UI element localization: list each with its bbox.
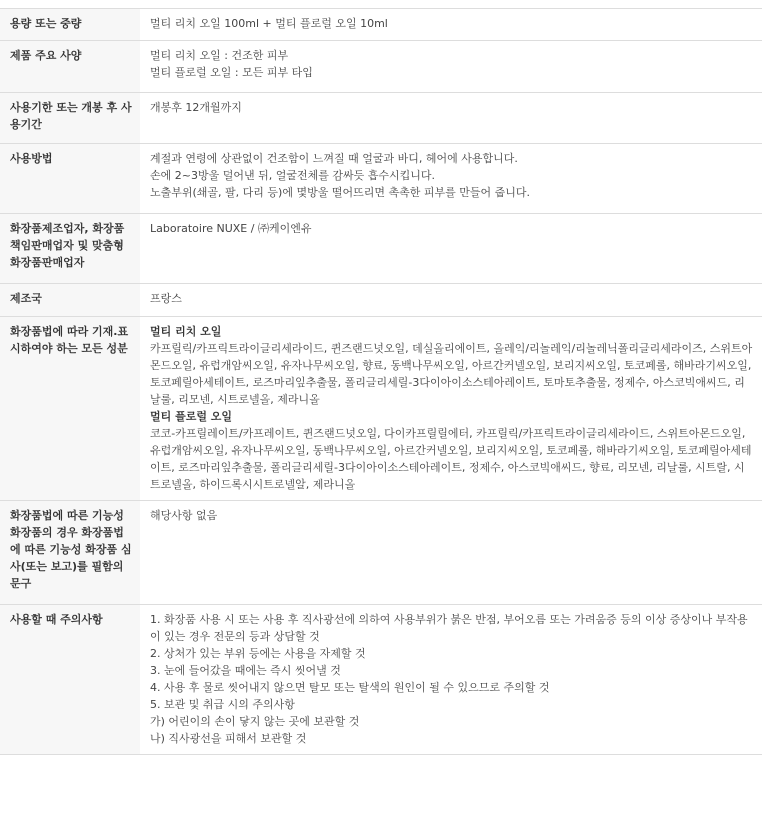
table-row [0,41,762,93]
row-value-volume [140,9,762,41]
ingredient-section-title: 멀티 플로럴 오일 [150,410,233,423]
row-label-cautions: 사용할 때 주의사항 [0,605,140,755]
table-row [0,605,762,755]
row-value-cautions [140,605,762,755]
row-label-spec: 제품 주요 사양 [0,41,140,93]
row-label-volume: 용량 또는 중량 [0,9,140,41]
row-value-functional [140,501,762,605]
table-row [0,284,762,317]
row-label-expiry: 사용기한 또는 개봉 후 사용기간 [0,93,140,144]
table-row [0,9,762,41]
row-label-country: 제조국 [0,284,140,317]
table-row [0,93,762,144]
row-value-manufacturer [140,214,762,284]
ingredient-list: 카프릴릭/카프릭트라이글리세라이드, 퀸즈랜드넛오일, 데실올리에이트, 올레익/리놀레익/리놀레닉폴리글리세라이즈, 스위트아몬드오일, 유럽개암씨오일, 유자나무씨오일, 향료, 동백나무씨오일, 아르간커넬오일, 보리지씨오일, 토코페롤, 해바라기씨오일, 토코페릴아세테이트, 로즈마리잎추출물, 폴리글리세릴-3다이아이소스테아레이트, 토마토추출물, 정제수, 아스코빅애씨드, 리날룰, 리모넨, 시트로넬올, 제라니올 [150,342,753,406]
value-line: 프랑스 [150,292,182,305]
value-line: 해당사항 없음 [150,509,218,522]
product-info-table [0,8,762,755]
caution-item: 1. 화장품 사용 시 또는 사용 후 직사광선에 의하여 사용부위가 붉은 반점, 부어오름 또는 가려움증 등의 이상 증상이나 부작용이 있는 경우 전문의 등과 상담할 것 [150,613,748,643]
caution-item: 5. 보관 및 취급 시의 주의사항 [150,698,295,711]
caution-item: 나) 직사광선을 피해서 보관할 것 [150,732,307,745]
table-row [0,501,762,605]
value-line: 멀티 리치 오일 100ml + 멀티 플로럴 오일 10ml [150,17,388,30]
value-line: 손에 2~3방울 덜어낸 뒤, 얼굴전체를 감싸듯 흡수시킵니다. [150,169,435,182]
value-line: Laboratoire NUXE / ㈜케이엔유 [150,222,312,235]
ingredient-section-title: 멀티 리치 오일 [150,325,222,338]
row-value-spec [140,41,762,93]
ingredient-list: 코코-카프릴레이트/카프레이트, 퀸즈랜드넛오일, 다이카프릴릴에터, 카프릴릭/카프릭트라이글리세라이드, 스위트아몬드오일, 유럽개암씨오일, 유자나무씨오일, 동백나무씨오일, 아르간커넬오일, 보리지씨오일, 토코페롤, 해바라기씨오일, 토코페릴아세테이트, 로즈마리잎추출물, 폴리글리세릴-3다이아이소스테아레이트, 정제수, 아스코빅애씨드, 향료, 리모넨, 리날룰, 시트랄, 시트로넬올, 하이드록시시트로넬알, 제라니올 [150,427,752,491]
row-label-manufacturer: 화장품제조업자, 화장품책임판매업자 및 맞춤형화장품판매업자 [0,214,140,284]
table-row [0,144,762,214]
caution-item: 가) 어린이의 손이 닿지 않는 곳에 보관할 것 [150,715,360,728]
value-line: 개봉후 12개월까지 [150,101,242,114]
caution-item: 2. 상처가 있는 부위 등에는 사용을 자제할 것 [150,647,366,660]
caution-item: 4. 사용 후 물로 씻어내지 않으면 탈모 또는 탈색의 원인이 될 수 있으므로 주의할 것 [150,681,550,694]
row-value-expiry [140,93,762,144]
row-label-usage: 사용방법 [0,144,140,214]
row-value-country [140,284,762,317]
caution-item: 3. 눈에 들어갔을 때에는 즉시 씻어낼 것 [150,664,341,677]
value-line: 멀티 리치 오일 : 건조한 피부 [150,49,289,62]
table-row [0,214,762,284]
value-line: 계절과 연령에 상관없이 건조함이 느껴질 때 얼굴과 바디, 헤어에 사용합니다. [150,152,518,165]
row-value-usage [140,144,762,214]
value-line: 노출부위(쇄골, 팔, 다리 등)에 몇방울 떨어뜨리면 촉촉한 피부를 만들어 줍니다. [150,186,530,199]
row-label-functional: 화장품법에 따른 기능성 화장품의 경우 화장품법에 따른 기능성 화장품 심사(또는 보고)를 필함의 문구 [0,501,140,605]
table-row [0,317,762,501]
row-value-ingredients [140,317,762,501]
value-line: 멀티 플로럴 오일 : 모든 피부 타입 [150,66,313,79]
row-label-ingredients: 화장품법에 따라 기재.표시하여야 하는 모든 성분 [0,317,140,501]
